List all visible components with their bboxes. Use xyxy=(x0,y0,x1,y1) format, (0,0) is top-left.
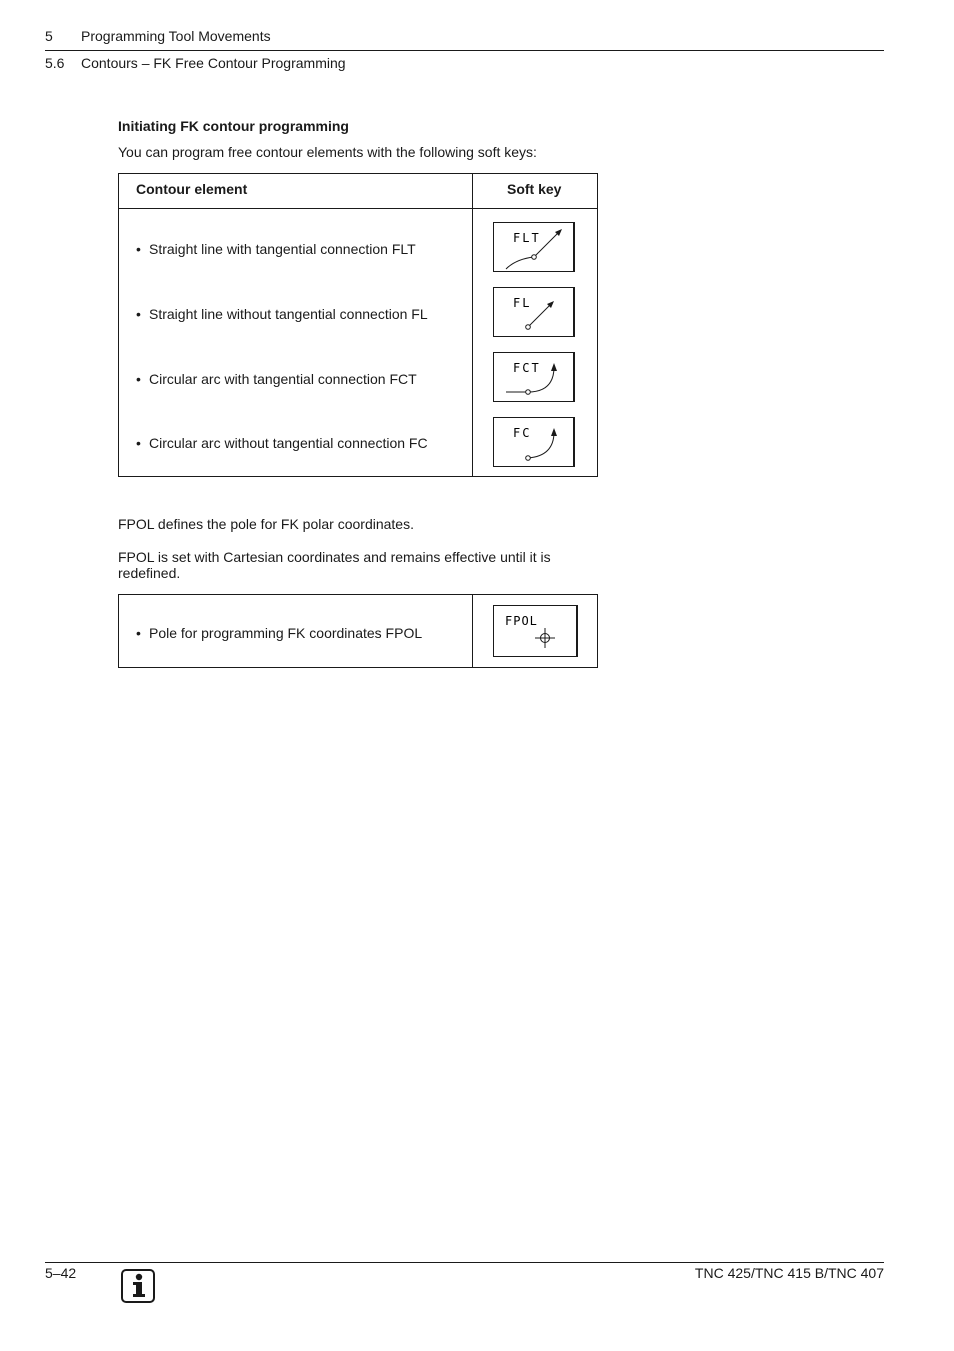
softkey-fct[interactable] xyxy=(493,352,575,402)
softkey-label: FPOL xyxy=(505,614,538,628)
product-name: TNC 425/TNC 415 B/TNC 407 xyxy=(694,1265,884,1281)
softkey-label: FLT xyxy=(513,231,541,245)
intro-paragraph: You can program free contour elements with the following soft keys: xyxy=(118,144,537,160)
list-item xyxy=(136,371,417,387)
bullet: • xyxy=(136,435,141,451)
line-icon xyxy=(494,288,576,338)
tangential-arc-icon xyxy=(494,353,576,403)
softkey-fl[interactable] xyxy=(493,287,575,337)
list-item-label: Circular arc with tangential connection FCT xyxy=(149,371,417,387)
softkey-label: FC xyxy=(513,426,532,440)
page-number: 5–42 xyxy=(45,1265,77,1281)
info-icon xyxy=(121,1269,155,1303)
list-item-label: Circular arc without tangential connection FC xyxy=(149,435,428,451)
bullet: • xyxy=(136,371,141,387)
bullet: • xyxy=(136,241,141,257)
fpol-paragraph-2: FPOL is set with Cartesian coordinates and remains effective until it is redefined. xyxy=(118,549,551,581)
fpol-paragraph-1: FPOL defines the pole for FK polar coordinates. xyxy=(118,516,414,532)
bullet: • xyxy=(136,625,141,641)
list-item-label: Pole for programming FK coordinates FPOL xyxy=(149,625,423,641)
section-number: 5.6 xyxy=(45,55,65,71)
softkey-label: FCT xyxy=(513,361,541,375)
softkey-fc[interactable] xyxy=(493,417,575,467)
softkey-flt[interactable] xyxy=(493,222,575,272)
arc-icon xyxy=(494,418,576,468)
chapter-title: Programming Tool Movements xyxy=(81,28,271,44)
section-heading: Initiating FK contour programming xyxy=(118,118,349,134)
list-item-label: Straight line without tangential connection FL xyxy=(149,306,428,322)
list-item xyxy=(136,435,428,451)
section-title: Contours – FK Free Contour Programming xyxy=(81,55,346,71)
column-header-element: Contour element xyxy=(136,181,248,197)
softkey-label: FL xyxy=(513,296,532,310)
header-rule xyxy=(45,50,884,51)
softkey-fpol[interactable] xyxy=(493,605,578,657)
list-item xyxy=(136,306,428,322)
column-header-softkey: Soft key xyxy=(507,181,562,197)
bullet: • xyxy=(136,306,141,322)
list-item xyxy=(136,241,416,257)
footer-rule xyxy=(45,1262,884,1263)
crosshair-pole-icon xyxy=(494,606,579,658)
list-item xyxy=(136,625,422,641)
chapter-number: 5 xyxy=(45,28,53,44)
tangential-line-icon xyxy=(494,223,576,273)
list-item-label: Straight line with tangential connection FLT xyxy=(149,241,416,257)
